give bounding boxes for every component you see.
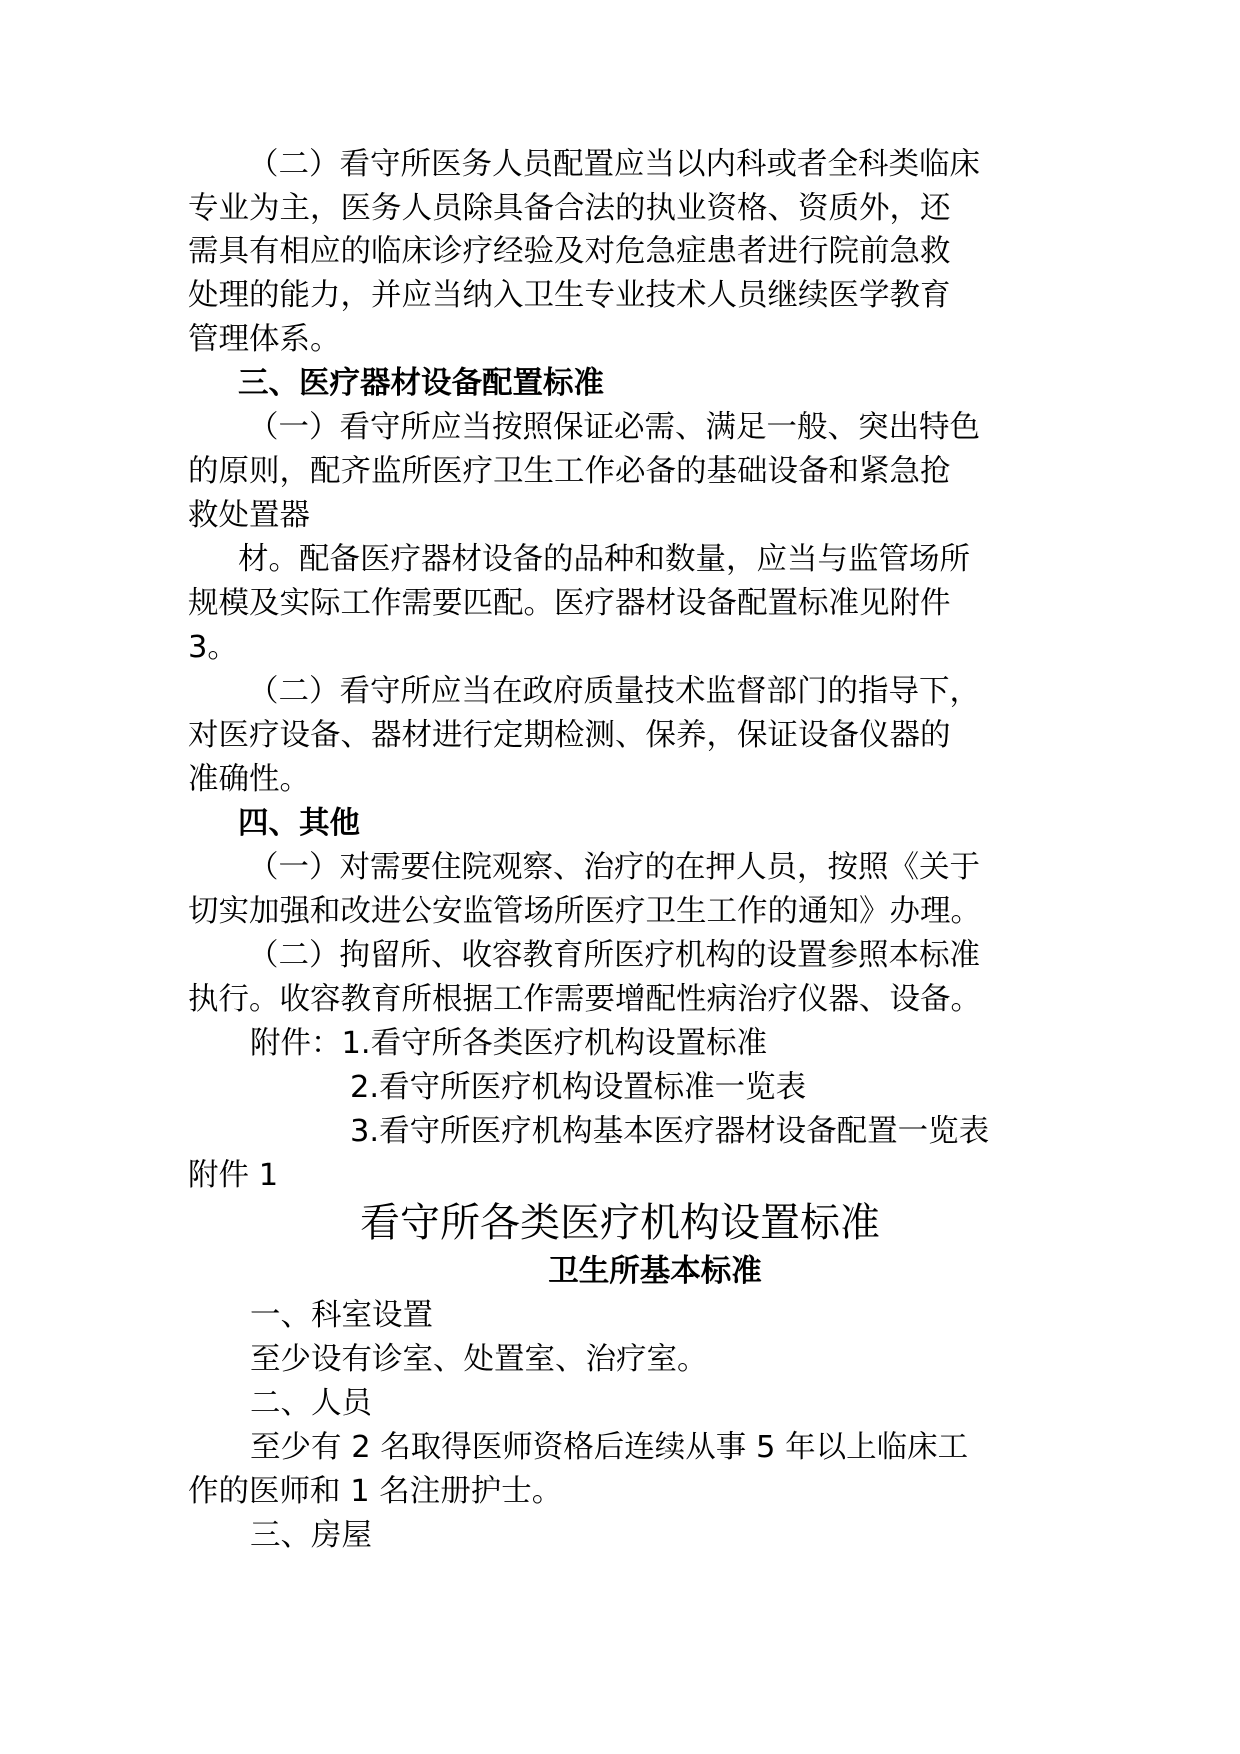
subsection-heading: 二、人员 (250, 1386, 372, 1421)
paragraph-line: 作的医师和 1 名注册护士。 (188, 1474, 563, 1509)
subsection-heading: 一、科室设置 (250, 1298, 433, 1333)
paragraph-line: 3。 (188, 630, 238, 665)
section-heading-equipment: 三、医疗器材设备配置标准 (238, 366, 604, 401)
paragraph-line: （一）看守所应当按照保证必需、满足一般、突出特色 (248, 410, 980, 445)
paragraph-line: （二）看守所应当在政府质量技术监督部门的指导下， (248, 674, 980, 709)
paragraph-line: 至少设有诊室、处置室、治疗室。 (250, 1342, 708, 1377)
subsection-heading: 三、房屋 (250, 1518, 372, 1553)
paragraph-line: 救处置器 (188, 498, 310, 533)
paragraph-line: 对医疗设备、器材进行定期检测、保养，保证设备仪器的 (188, 718, 951, 753)
attachment-list-item: 附件：1.看守所各类医疗机构设置标准 (250, 1026, 768, 1061)
paragraph-line: （一）对需要住院观察、治疗的在押人员，按照《关于 (248, 850, 980, 885)
paragraph-line: 处理的能力，并应当纳入卫生专业技术人员继续医学教育 (188, 278, 951, 313)
paragraph-line: 专业为主，医务人员除具备合法的执业资格、资质外，还 (188, 191, 951, 226)
section-heading-other: 四、其他 (238, 806, 360, 841)
appendix-subtitle: 卫生所基本标准 (548, 1254, 762, 1289)
paragraph-line: 至少有 2 名取得医师资格后连续从事 5 年以上临床工 (250, 1430, 969, 1465)
paragraph-line: 管理体系。 (188, 322, 341, 357)
paragraph-line: 材。配备医疗器材设备的品种和数量，应当与监管场所 (238, 542, 970, 577)
attachment-list-item: 2.看守所医疗机构设置标准一览表 (350, 1070, 807, 1105)
appendix-label: 附件 1 (188, 1158, 279, 1193)
paragraph-line: 执行。收容教育所根据工作需要增配性病治疗仪器、设备。 (188, 982, 981, 1017)
paragraph-line: 的原则，配齐监所医疗卫生工作必备的基础设备和紧急抢 (188, 454, 951, 489)
paragraph-line: 规模及实际工作需要匹配。医疗器材设备配置标准见附件 (188, 586, 951, 621)
paragraph-line: （二）拘留所、收容教育所医疗机构的设置参照本标准 (248, 938, 980, 973)
paragraph-line: 需具有相应的临床诊疗经验及对危急症患者进行院前急救 (188, 234, 951, 269)
paragraph-line: 准确性。 (188, 762, 310, 797)
attachment-list-item: 3.看守所医疗机构基本医疗器材设备配置一览表 (350, 1114, 990, 1149)
paragraph-line: （二）看守所医务人员配置应当以内科或者全科类临床 (248, 147, 980, 182)
paragraph-line: 切实加强和改进公安监管场所医疗卫生工作的通知》办理。 (188, 894, 981, 929)
appendix-title: 看守所各类医疗机构设置标准 (360, 1200, 880, 1246)
